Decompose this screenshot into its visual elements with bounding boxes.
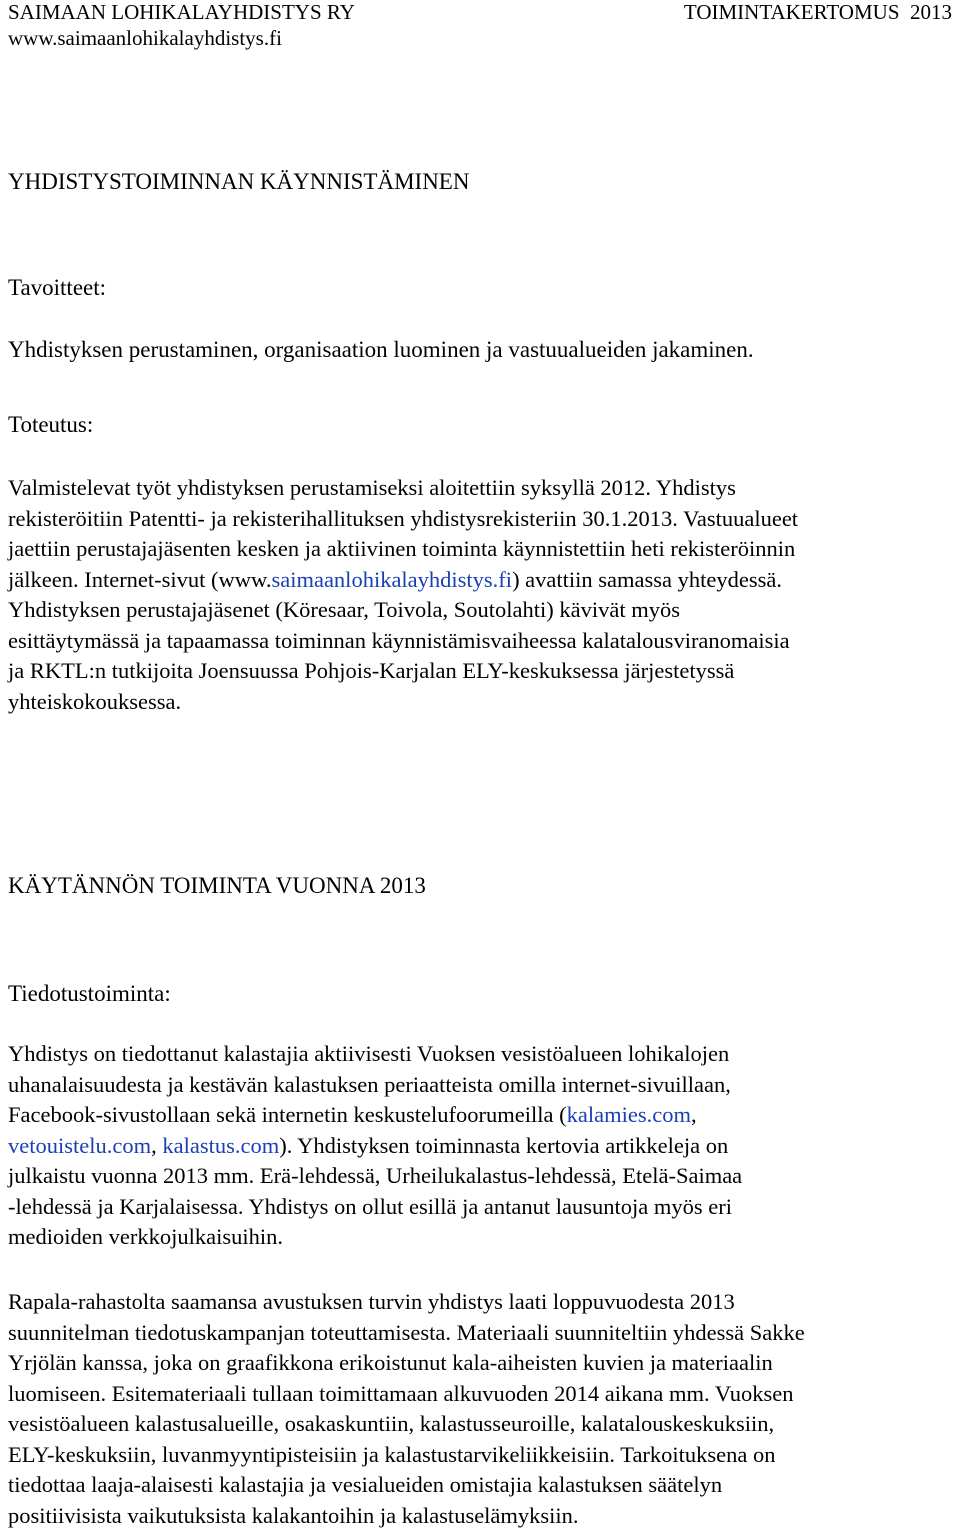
- header-report-year: 2013: [910, 0, 952, 24]
- implementation-label: Toteutus:: [8, 412, 94, 437]
- header-website: www.saimaanlohikalayhdistys.fi: [8, 26, 282, 50]
- website-link[interactable]: [219, 567, 513, 592]
- goals-label: Tavoitteet:: [8, 275, 107, 300]
- link-vetouistelu[interactable]: vetouistelu.com: [8, 1132, 152, 1158]
- paragraph-line: rekisteröitiin Patentti- ja rekisterihallituksen yhdistysrekisteriin 30.1.2013. Vastuualueet: [8, 505, 799, 531]
- paragraph-line: suunnitelman tiedotuskampanjan toteuttamisesta. Materiaali suunniteltiin yhdessä Sakke: [8, 1319, 805, 1345]
- paragraph-line: -lehdessä ja Karjalaisessa. Yhdistys on ollut esillä ja antanut lausuntoja myös eri: [8, 1193, 732, 1219]
- paragraph-line-with-link: [8, 565, 958, 596]
- info-paragraph-2: [8, 1287, 958, 1531]
- text-fragment: jälkeen. Internet-sivut (: [8, 566, 219, 592]
- paragraph-line: Rapala-rahastolta saamansa avustuksen turvin yhdistys laati loppuvuodesta 2013: [8, 1289, 735, 1314]
- paragraph-line: tiedottaa laaja-alaisesti kalastajia ja vesialueiden omistajia kalastuksen säätelyn: [8, 1472, 723, 1497]
- website-link-prefix: www.: [218, 566, 272, 592]
- paragraph-line: luomiseen. Esitemateriaali tullaan toimittamaan alkuvuoden 2014 aikana mm. Vuoksen: [8, 1380, 794, 1406]
- paragraph-line: yhteiskokouksessa.: [8, 688, 182, 714]
- info-paragraph-1: [8, 1039, 958, 1253]
- paragraph-line: ELY-keskuksiin, luvanmyyntipisteisiin ja kalastustarvikeliikkeisiin. Tarkoituksena on: [8, 1441, 776, 1467]
- paragraph-line: jaettiin perustajajäsenten kesken ja aktiivinen toiminta käynnistettiin heti rekisteröinnin: [8, 536, 796, 561]
- paragraph-line-with-link: [8, 1100, 958, 1131]
- paragraph-line-with-link: [8, 1131, 958, 1162]
- paragraph-line: Yrjölän kanssa, joka on graafikkona erikoistunut kala-aiheisten kuvien ja materiaalin: [8, 1350, 773, 1375]
- paragraph-line: vesistöalueen kalastusalueille, osakaskuntiin, kalastusseuroille, kalatalouskeskuksiin,: [8, 1411, 775, 1436]
- paragraph-line: medioiden verkkojulkaisuihin.: [8, 1224, 283, 1249]
- section-heading-activities: KÄYTÄNNÖN TOIMINTA VUONNA 2013: [8, 873, 426, 898]
- header-report-title-text: TOIMINTAKERTOMUS: [683, 0, 900, 24]
- text-fragment: ,: [151, 1132, 163, 1158]
- header-report-title: [684, 0, 952, 24]
- implementation-paragraph: [8, 473, 958, 717]
- goals-text: Yhdistyksen perustaminen, organisaation luominen ja vastuualueiden jakaminen.: [8, 337, 754, 362]
- header-organization: SAIMAAN LOHIKALAYHDISTYS RY: [8, 0, 355, 24]
- text-fragment: ). Yhdistyksen toiminnasta kertovia artikkeleja on: [279, 1132, 729, 1158]
- paragraph-line: esittäytymässä ja tapaamassa toiminnan käynnistämisvaiheessa kalatalousviranomaisia: [8, 627, 790, 653]
- paragraph-line: julkaistu vuonna 2013 mm. Erä-lehdessä, Urheilukalastus-lehdessä, Etelä-Saimaa: [8, 1163, 743, 1188]
- text-fragment: Facebook-sivustollaan sekä internetin keskustelufoorumeilla (: [8, 1102, 567, 1127]
- link-kalastus[interactable]: kalastus.com: [162, 1132, 280, 1158]
- paragraph-line: Valmistelevat työt yhdistyksen perustamiseksi aloitettiin syksyllä 2012. Yhdistys: [8, 475, 736, 500]
- paragraph-line: ja RKTL:n tutkijoita Joensuussa Pohjois-Karjalan ELY-keskuksessa järjestetyssä: [8, 658, 735, 683]
- website-link-domain: saimaanlohikalayhdistys.fi: [271, 566, 513, 592]
- text-fragment: ) avattiin samassa yhteydessä.: [512, 566, 782, 592]
- paragraph-line: uhanalaisuudesta ja kestävän kalastuksen periaatteista omilla internet-sivuillaan,: [8, 1071, 731, 1097]
- paragraph-line: positiivisista vaikutuksista kalakantoihin ja kalastuselämyksiin.: [8, 1502, 579, 1528]
- info-label: Tiedotustoiminta:: [8, 981, 171, 1006]
- section-heading-startup: YHDISTYSTOIMINNAN KÄYNNISTÄMINEN: [8, 169, 470, 194]
- text-fragment: ,: [690, 1102, 697, 1127]
- link-kalamies[interactable]: kalamies.com: [566, 1102, 691, 1127]
- paragraph-line: Yhdistyksen perustajajäsenet (Köresaar, Toivola, Soutolahti) kävivät myös: [8, 597, 680, 622]
- paragraph-line: Yhdistys on tiedottanut kalastajia aktiivisesti Vuoksen vesistöalueen lohikalojen: [8, 1041, 730, 1066]
